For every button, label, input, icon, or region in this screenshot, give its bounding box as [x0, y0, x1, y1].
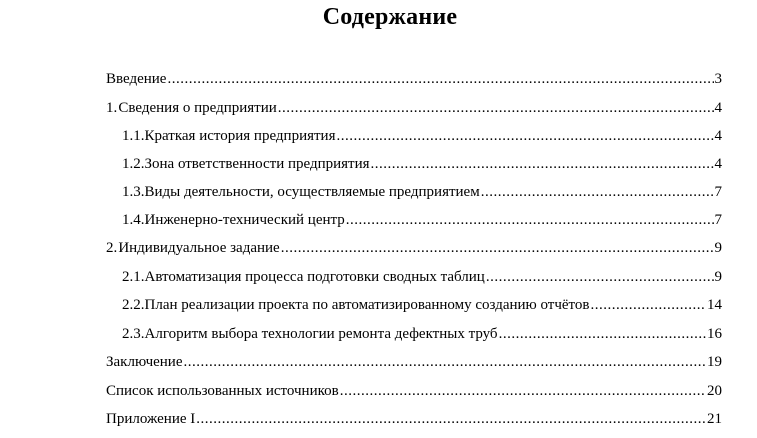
toc-entry-page: 4 — [714, 156, 722, 172]
toc-entry-title: План реализации проекта по автоматизированному созданию отчётов — [144, 297, 590, 313]
toc-entry-number: 2. — [106, 240, 118, 256]
page-title: Содержание — [322, 4, 458, 30]
toc-entry-section-1-3[interactable] — [122, 183, 722, 201]
toc-entry-title: Сведения о предприятии — [118, 100, 277, 116]
toc-entry-section-2-2[interactable] — [122, 296, 722, 314]
toc-entry-page: 9 — [714, 269, 722, 285]
toc-entry-page: 19 — [707, 354, 722, 370]
toc-entry-page: 3 — [714, 71, 722, 87]
dot-leader — [481, 183, 714, 201]
toc-entry-number: 2.3. — [122, 326, 145, 342]
dot-leader — [340, 382, 706, 400]
dot-leader — [281, 239, 714, 257]
toc-entry-title: Виды деятельности, осуществляемые предприятием — [144, 184, 480, 200]
toc-entry-introduction[interactable] — [106, 70, 722, 88]
toc-entry-page: 14 — [707, 297, 722, 313]
toc-entry-title: Автоматизация процесса подготовки сводных таблиц — [144, 269, 485, 285]
dot-leader — [346, 211, 714, 229]
dot-leader — [167, 70, 713, 88]
dot-leader — [336, 127, 713, 145]
toc-entry-section-2[interactable] — [106, 239, 722, 257]
toc-entry-number: 1.2. — [122, 156, 145, 172]
toc-entry-section-2-3[interactable] — [122, 325, 722, 343]
toc-entry-page: 4 — [714, 128, 722, 144]
toc-entry-page: 9 — [714, 240, 722, 256]
toc-entry-title: Приложение I — [106, 411, 196, 427]
dot-leader — [184, 353, 707, 371]
toc-entry-section-1-4[interactable] — [122, 211, 722, 229]
toc-entry-title: Зона ответственности предприятия — [144, 156, 370, 172]
toc-entry-section-2-1[interactable] — [122, 268, 722, 286]
toc-entry-title: Введение — [106, 71, 167, 87]
toc-entry-page: 7 — [714, 212, 722, 228]
toc-entry-title: Краткая история предприятия — [144, 128, 336, 144]
toc-entry-number: 2.1. — [122, 269, 145, 285]
dot-leader — [591, 296, 707, 314]
toc-entry-conclusion[interactable] — [106, 353, 722, 371]
toc-entry-number: 1.1. — [122, 128, 145, 144]
toc-entry-number: 1. — [106, 100, 118, 116]
toc-entry-title: Алгоритм выбора технологии ремонта дефектных труб — [144, 326, 498, 342]
toc-entry-page: 20 — [707, 383, 722, 399]
toc-entry-section-1[interactable] — [106, 99, 722, 117]
dot-leader — [371, 155, 714, 173]
toc-entry-number: 1.4. — [122, 212, 145, 228]
toc-entry-number: 2.2. — [122, 297, 145, 313]
toc-entry-page: 21 — [707, 411, 722, 427]
toc-entry-appendix[interactable] — [106, 410, 722, 428]
dot-leader — [196, 410, 706, 428]
dot-leader — [499, 325, 706, 343]
toc-entry-title: Инженерно-технический центр — [144, 212, 345, 228]
dot-leader — [486, 268, 714, 286]
toc-entry-title: Заключение — [106, 354, 183, 370]
toc-entry-number: 1.3. — [122, 184, 145, 200]
toc-entry-title: Список использованных источников — [106, 383, 339, 399]
toc-entry-page: 4 — [714, 100, 722, 116]
toc-entry-section-1-2[interactable] — [122, 155, 722, 173]
toc-entry-section-1-1[interactable] — [122, 127, 722, 145]
toc-entry-page: 16 — [707, 326, 722, 342]
toc-entry-title: Индивидуальное задание — [118, 240, 280, 256]
dot-leader — [278, 99, 714, 117]
toc-entry-references[interactable] — [106, 382, 722, 400]
toc-entry-page: 7 — [714, 184, 722, 200]
